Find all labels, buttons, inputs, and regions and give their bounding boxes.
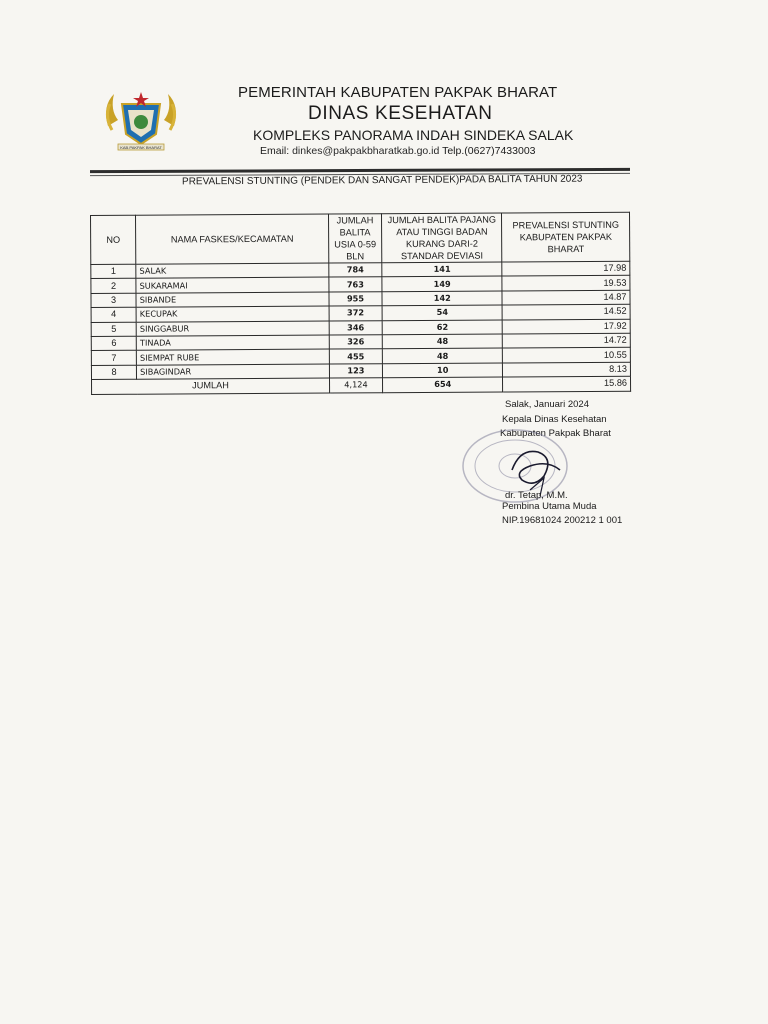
row-balita: 455 [329, 349, 382, 364]
row-no: 1 [91, 264, 136, 279]
header-name: NAMA FASKES/KECAMATAN [136, 214, 329, 264]
total-pendek: 654 [383, 377, 504, 392]
row-no: 3 [91, 293, 136, 308]
row-name: KECUPAK [136, 306, 329, 322]
regency-logo-icon [100, 86, 182, 154]
total-prevalensi: 15.86 [503, 376, 631, 391]
row-no: 6 [91, 336, 136, 351]
table-body [91, 261, 631, 379]
header-no: NO [91, 215, 136, 264]
row-pendek: 48 [382, 334, 503, 349]
row-balita: 326 [329, 335, 382, 350]
row-prevalensi: 14.87 [502, 290, 630, 305]
row-pendek: 48 [382, 348, 503, 363]
row-balita: 372 [329, 306, 382, 321]
row-no: 5 [91, 322, 136, 337]
header-jumlah-balita [328, 214, 381, 263]
logo-caption: KAB.PAKPAK BHARAT [120, 145, 162, 150]
row-name: SUKARAMAI [136, 277, 329, 293]
row-balita: 123 [329, 363, 382, 378]
row-prevalensi: 10.55 [503, 348, 631, 363]
total-balita: 4,124 [329, 378, 382, 393]
row-name: SALAK [136, 263, 329, 279]
stunting-table [90, 212, 631, 395]
government-name: PEMERINTAH KABUPATEN PAKPAK BHARAT [238, 84, 558, 101]
agency-address: KOMPLEKS PANORAMA INDAH SINDEKA SALAK [253, 127, 574, 143]
header-jumlah-balita-text: JUMLAH BALITA USIA 0-59 BLN [334, 215, 377, 262]
row-pendek: 142 [382, 291, 503, 306]
row-no: 8 [91, 365, 136, 380]
row-prevalensi: 8.13 [503, 362, 631, 377]
agency-name: DINAS KESEHATAN [308, 103, 493, 124]
row-name: SINGGABUR [136, 321, 329, 337]
email-link[interactable]: dinkes@pakpakbharatkab.go.id [292, 145, 440, 157]
header-jumlah-pendek [382, 213, 503, 263]
row-no: 2 [91, 279, 136, 294]
header-jumlah-pendek-text: JUMLAH BALITA PAJANG ATAU TINGGI BADAN KURANG DARI-2 STANDAR DEVIASI [387, 214, 497, 262]
signatory-name: dr. Tetap, M.M. [505, 490, 568, 501]
row-balita: 784 [329, 263, 382, 278]
document-title: PREVALENSI STUNTING (PENDEK DAN SANGAT PENDEK)PADA BALITA TAHUN 2023 [181, 173, 583, 188]
row-pendek: 149 [382, 276, 503, 291]
row-no: 4 [91, 307, 136, 322]
row-pendek: 54 [382, 305, 503, 320]
row-no: 7 [91, 351, 136, 366]
signatory-nip: NIP.19681024 200212 1 001 [502, 515, 623, 526]
table-header-row [91, 212, 630, 264]
row-name: TINADA [136, 335, 329, 351]
row-prevalensi: 14.72 [503, 333, 631, 348]
total-label: JUMLAH [92, 378, 330, 394]
row-pendek: 62 [382, 320, 503, 335]
row-prevalensi: 14.52 [503, 304, 631, 319]
table-total-row [92, 376, 631, 394]
row-name: SIBANDE [136, 292, 329, 308]
contact-line [260, 145, 536, 157]
row-name: SIEMPAT RUBE [136, 349, 329, 365]
signatory-rank: Pembina Utama Muda [502, 501, 597, 512]
email-label: Email: [260, 145, 293, 157]
signature-date: Salak, Januari 2024 [505, 399, 589, 410]
row-prevalensi: 17.92 [503, 319, 631, 334]
signatory-title: Kepala Dinas Kesehatan [502, 414, 607, 425]
phone-number: Telp.(0627)7433003 [439, 145, 536, 157]
header-prevalensi: PREVALENSI STUNTING KABUPATEN PAKPAK BHARAT [502, 212, 630, 262]
row-pendek: 141 [382, 262, 503, 277]
row-balita: 955 [329, 291, 382, 306]
row-prevalensi: 19.53 [502, 276, 630, 291]
row-name: SIBAGINDAR [137, 364, 330, 380]
row-pendek: 10 [382, 363, 503, 378]
row-balita: 346 [329, 320, 382, 335]
signatory-title-region: Kabupaten Pakpak Bharat [500, 428, 611, 439]
row-prevalensi: 17.98 [502, 261, 630, 276]
row-balita: 763 [329, 277, 382, 292]
